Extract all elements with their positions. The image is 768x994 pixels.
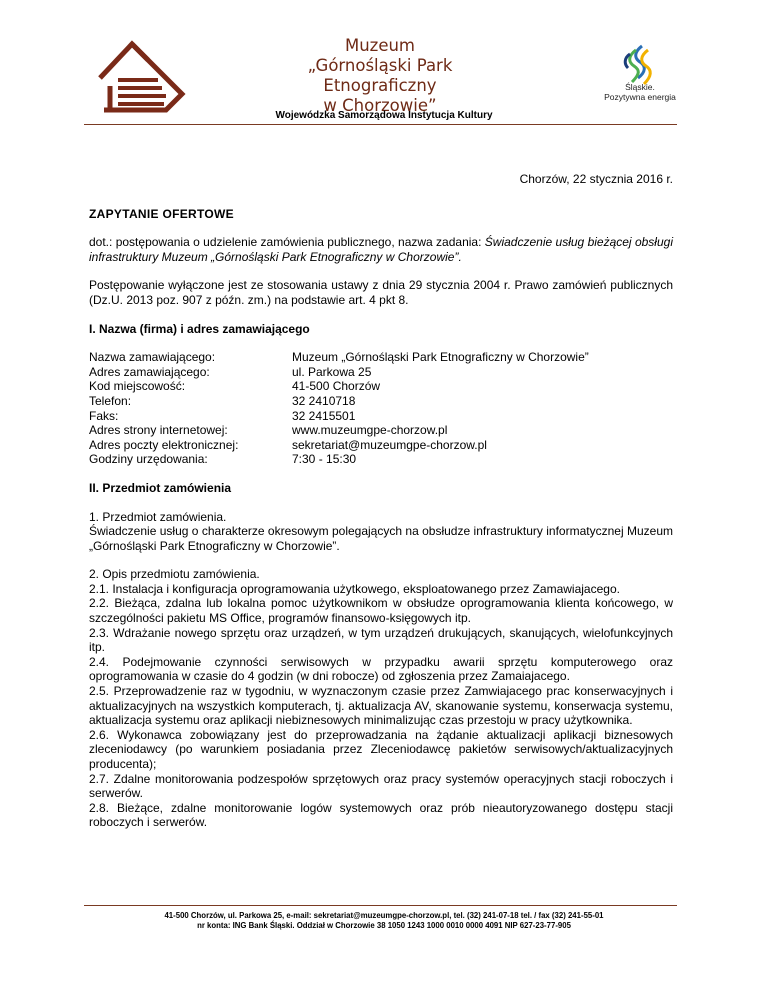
subject-prefix: dot.: postępowania o udzielenie zamówienia publicznego, nazwa zadania: — [89, 235, 485, 250]
list-item: 2.2. Bieżąca, zdalna lub lokalna pomoc użytkownikom w obsłudze oprogramowania klienta końcowego, w szczególności pakietu MS Office, programów finansowo-księgowych itp. — [89, 596, 673, 626]
footer — [84, 911, 684, 931]
exclusion-paragraph: Postępowanie wyłączone jest ze stosowania ustawy z dnia 29 stycznia 2004 r. Prawo zamówień publicznych (Dz.U. 2013 poz. 907 z późn. zm.) na podstawie art. 4 pkt 8. — [89, 278, 673, 307]
museum-name-line-3: w Chorzowie” — [323, 96, 437, 115]
contact-value: sekretariat@muzeumgpe-chorzow.pl — [292, 437, 487, 452]
document-date: Chorzów, 22 stycznia 2016 r. — [519, 172, 673, 186]
contact-value: 32 2410718 — [292, 393, 356, 408]
contact-label: Adres zamawiającego: — [89, 364, 210, 379]
contact-label: Adres poczty elektronicznej: — [89, 437, 239, 452]
slaskie-line-1: Śląskie. — [625, 82, 655, 92]
footer-address: 41-500 Chorzów, ul. Parkowa 25, e-mail: sekretariat@muzeumgpe-chorzow.pl, tel. (32) 241-07-18 tel. / fax (32) 241-55-01 — [164, 911, 604, 920]
museum-name-line-1: Muzeum — [344, 36, 416, 55]
list-item: 2.4. Podejmowanie czynności serwisowych w przypadku awarii sprzętu komputerowego oraz oprogramowania w czasie do 4 godzin (w dni robocze) od zgłoszenia przez Zamaiajacego. — [89, 654, 673, 684]
header-divider — [84, 124, 677, 125]
document-title: ZAPYTANIE OFERTOWE — [89, 206, 234, 221]
museum-name-line-2: „Górnośląski Park Etnograficzny — [307, 56, 453, 95]
footer-divider — [84, 905, 677, 906]
subject-task-name: Świadczenie usług bieżącej obsługi infrastruktury Muzeum „Górnośląski Park Etnograficzny w Chorzowie”. — [89, 235, 673, 264]
list-item: 2.5. Przeprowadzenie raz w tygodniu, w wyznaczonym czasie przez Zamwiajacego prac konserwacyjnych i aktualizacyjnych na wszystkich komputerach, tj. aktualizacja AV, skanowanie systemu, konserwacja systemu, aktualizacja systemu oraz aplikacji niebiznesowych minimalizując czas przestoju w pracy użytkownika. — [89, 684, 673, 728]
slaskie-caption — [590, 82, 690, 102]
item-1-title: 1. Przedmiot zamówienia. — [89, 509, 227, 524]
list-item: 2.7. Zdalne monitorowania podzespołów sprzętowych oraz pracy systemów operacyjnych stacji roboczych i serwerów. — [89, 771, 673, 801]
contact-details — [89, 350, 673, 467]
institution-subtitle: Wojewódzka Samorządowa Instytucja Kultury — [275, 110, 493, 121]
contact-label: Nazwa zamawiającego: — [89, 350, 216, 365]
item-1-text: Świadczenie usług o charakterze okresowym polegających na obsłudze infrastruktury informatycznej Muzeum „Górnośląski Park Etnograficzny w Chorzowie”. — [89, 524, 673, 553]
contact-label: Adres strony internetowej: — [89, 423, 228, 438]
slaskie-line-2: Pozytywna energia — [604, 92, 676, 102]
section-1-heading: I. Nazwa (firma) i adres zamawiającego — [89, 321, 310, 336]
contact-value: www.muzeumgpe-chorzow.pl — [292, 423, 448, 438]
list-item: 2.6. Wykonawca zobowiązany jest do przeprowadzania na żądanie aktualizacji aplikacji biznesowych zleceniodawcy (po warunkiem posiadania przez Zleceniodawcę pakietów serwisowych/aktualizacyjnych producenta); — [89, 727, 673, 771]
contact-value: ul. Parkowa 25 — [292, 364, 372, 379]
contact-value: 7:30 - 15:30 — [292, 452, 357, 467]
contact-label: Godziny urzędowania: — [89, 452, 208, 467]
contact-label: Kod miejscowość: — [89, 379, 186, 394]
contact-value: Muzeum „Górnośląski Park Etnograficzny w Chorzowie” — [292, 350, 589, 365]
contact-label: Faks: — [89, 408, 119, 423]
contact-value: 41-500 Chorzów — [292, 379, 381, 394]
document-body — [89, 172, 673, 830]
subject-paragraph — [89, 235, 673, 264]
footer-bank: nr konta: ING Bank Śląski. Oddział w Chorzowie 38 1050 1243 1000 0010 0000 4091 NIP 627-23-77-905 — [197, 921, 571, 930]
contact-value: 32 2415501 — [292, 408, 356, 423]
list-item: 2.8. Bieżące, zdalne monitorowanie logów systemowych oraz prób nieautoryzowanego dostępu stacji roboczych i serwerów. — [89, 800, 673, 830]
museum-house-logo — [96, 38, 188, 120]
list-item: 2.3. Wdrażanie nowego sprzętu oraz urządzeń, w tym urządzeń drukujących, skanujących, wielofunkcyjnych itp. — [89, 625, 673, 655]
contact-label: Telefon: — [89, 393, 132, 408]
section-2-heading: II. Przedmiot zamówienia — [89, 480, 232, 495]
item-2-title: 2. Opis przedmiotu zamówienia. — [89, 567, 260, 582]
list-item: 2.1. Instalacja i konfiguracja oprogramowania użytkowego, eksploatowanego przez Zamawiajacego. — [89, 581, 620, 596]
museum-name — [255, 36, 505, 116]
